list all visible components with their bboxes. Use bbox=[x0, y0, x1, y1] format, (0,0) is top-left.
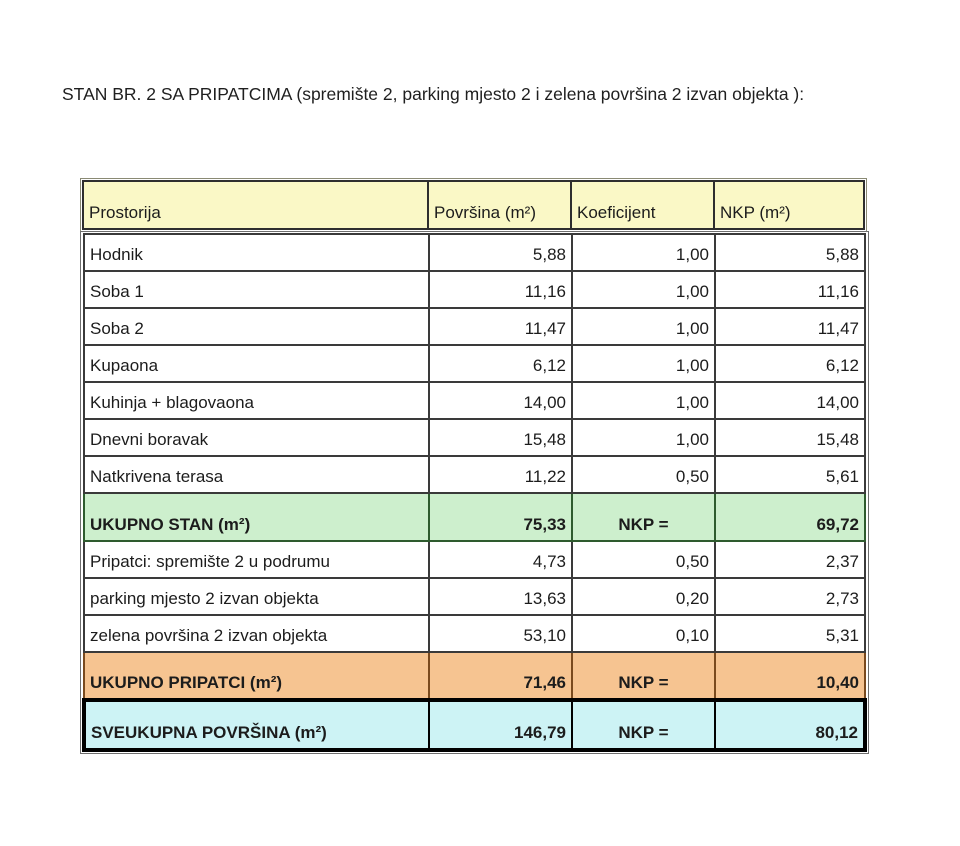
grand-total-nkp: 80,12 bbox=[715, 700, 865, 750]
header-prostorija: Prostorija bbox=[83, 181, 428, 229]
cell-nkp: 2,73 bbox=[715, 578, 865, 615]
table-row bbox=[84, 308, 865, 345]
cell-povrsina: 6,12 bbox=[429, 345, 572, 382]
table-row bbox=[84, 541, 865, 578]
total-pripatci-nkp-eq: NKP = bbox=[572, 652, 715, 700]
cell-koeficijent: 1,00 bbox=[572, 419, 715, 456]
cell-koeficijent: 1,00 bbox=[572, 234, 715, 271]
cell-koeficijent: 0,10 bbox=[572, 615, 715, 652]
cell-povrsina: 15,48 bbox=[429, 419, 572, 456]
total-pripatci-label: UKUPNO PRIPATCI (m²) bbox=[84, 652, 429, 700]
table-header bbox=[82, 180, 865, 230]
table-row bbox=[84, 271, 865, 308]
table-row bbox=[84, 419, 865, 456]
table-row bbox=[84, 578, 865, 615]
total-stan-povrsina: 75,33 bbox=[429, 493, 572, 541]
cell-prostorija: Kupaona bbox=[84, 345, 429, 382]
cell-koeficijent: 0,50 bbox=[572, 456, 715, 493]
table-row bbox=[84, 345, 865, 382]
table-row bbox=[84, 234, 865, 271]
cell-koeficijent: 0,20 bbox=[572, 578, 715, 615]
cell-povrsina: 11,47 bbox=[429, 308, 572, 345]
area-table bbox=[82, 180, 866, 752]
cell-povrsina: 11,22 bbox=[429, 456, 572, 493]
total-stan-row bbox=[84, 493, 865, 541]
cell-nkp: 2,37 bbox=[715, 541, 865, 578]
grand-total-row bbox=[84, 700, 865, 750]
grand-total-povrsina: 146,79 bbox=[429, 700, 572, 750]
total-stan-nkp: 69,72 bbox=[715, 493, 865, 541]
total-stan-label: UKUPNO STAN (m²) bbox=[84, 493, 429, 541]
cell-prostorija: Dnevni boravak bbox=[84, 419, 429, 456]
total-stan-nkp-eq: NKP = bbox=[572, 493, 715, 541]
table-body bbox=[82, 233, 867, 752]
cell-povrsina: 14,00 bbox=[429, 382, 572, 419]
cell-nkp: 11,47 bbox=[715, 308, 865, 345]
cell-prostorija: Pripatci: spremište 2 u podrumu bbox=[84, 541, 429, 578]
header-row bbox=[83, 181, 864, 229]
cell-povrsina: 4,73 bbox=[429, 541, 572, 578]
header-koeficijent: Koeficijent bbox=[571, 181, 714, 229]
cell-nkp: 14,00 bbox=[715, 382, 865, 419]
table-row bbox=[84, 382, 865, 419]
cell-povrsina: 53,10 bbox=[429, 615, 572, 652]
cell-povrsina: 13,63 bbox=[429, 578, 572, 615]
cell-koeficijent: 1,00 bbox=[572, 271, 715, 308]
total-pripatci-povrsina: 71,46 bbox=[429, 652, 572, 700]
cell-prostorija: Natkrivena terasa bbox=[84, 456, 429, 493]
cell-nkp: 5,88 bbox=[715, 234, 865, 271]
document-title: STAN BR. 2 SA PRIPATCIMA (spremište 2, parking mjesto 2 i zelena površina 2 izvan objekta ): bbox=[62, 84, 805, 104]
cell-nkp: 5,61 bbox=[715, 456, 865, 493]
cell-prostorija: Hodnik bbox=[84, 234, 429, 271]
cell-povrsina: 5,88 bbox=[429, 234, 572, 271]
cell-nkp: 11,16 bbox=[715, 271, 865, 308]
header-povrsina: Površina (m²) bbox=[428, 181, 571, 229]
table-row bbox=[84, 615, 865, 652]
grand-total-label: SVEUKUPNA POVRŠINA (m²) bbox=[84, 700, 429, 750]
total-pripatci-nkp: 10,40 bbox=[715, 652, 865, 700]
cell-koeficijent: 1,00 bbox=[572, 382, 715, 419]
cell-prostorija: parking mjesto 2 izvan objekta bbox=[84, 578, 429, 615]
cell-nkp: 6,12 bbox=[715, 345, 865, 382]
cell-prostorija: Soba 1 bbox=[84, 271, 429, 308]
cell-povrsina: 11,16 bbox=[429, 271, 572, 308]
total-pripatci-row bbox=[84, 652, 865, 700]
cell-prostorija: Kuhinja + blagovaona bbox=[84, 382, 429, 419]
table-row bbox=[84, 456, 865, 493]
cell-koeficijent: 0,50 bbox=[572, 541, 715, 578]
cell-prostorija: zelena površina 2 izvan objekta bbox=[84, 615, 429, 652]
cell-nkp: 15,48 bbox=[715, 419, 865, 456]
cell-prostorija: Soba 2 bbox=[84, 308, 429, 345]
grand-total-nkp-eq: NKP = bbox=[572, 700, 715, 750]
cell-koeficijent: 1,00 bbox=[572, 308, 715, 345]
cell-koeficijent: 1,00 bbox=[572, 345, 715, 382]
cell-nkp: 5,31 bbox=[715, 615, 865, 652]
header-nkp: NKP (m²) bbox=[714, 181, 864, 229]
